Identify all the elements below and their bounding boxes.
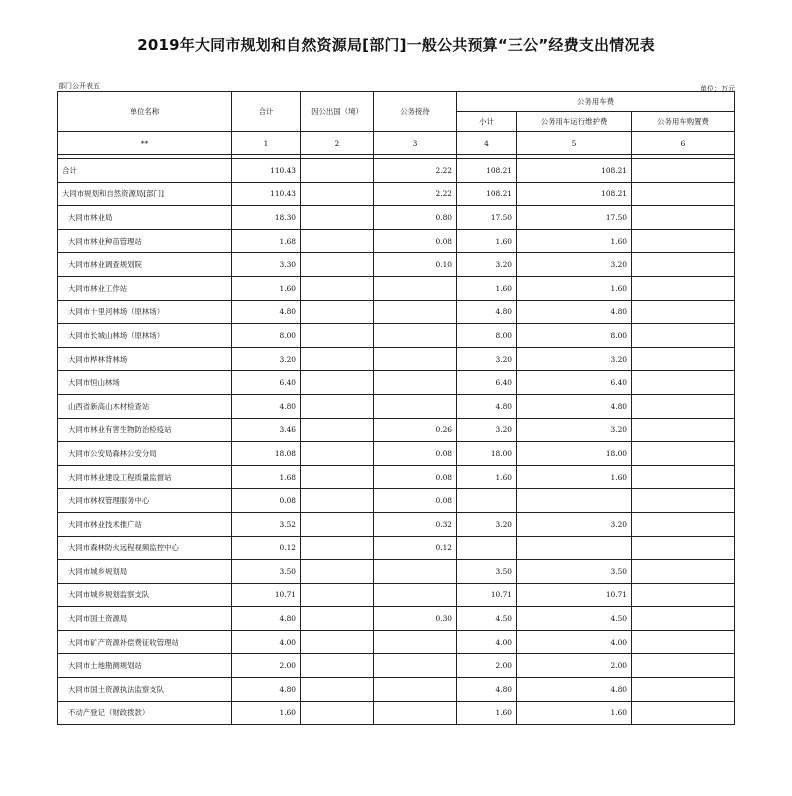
table-row <box>58 678 735 702</box>
unit-name-cell: 大同市十里河林场（原林场） <box>58 300 232 324</box>
unit-name-cell: 大同市公安局森林公安分局 <box>58 442 232 466</box>
reception-cell <box>374 300 457 324</box>
subtotal-cell: 18.00 <box>457 442 517 466</box>
vehicle-operation-cell: 10.71 <box>517 583 632 607</box>
subtotal-cell: 1.60 <box>457 229 517 253</box>
reception-cell <box>374 276 457 300</box>
index-cell: 3 <box>374 132 457 155</box>
table-row <box>58 394 735 418</box>
reception-cell <box>374 560 457 584</box>
table-row <box>58 159 735 183</box>
table-row <box>58 300 735 324</box>
abroad-cell <box>301 701 374 725</box>
vehicle-purchase-cell <box>632 182 735 206</box>
total-cell: 3.20 <box>232 347 301 371</box>
table-row <box>58 607 735 631</box>
table-row <box>58 253 735 277</box>
total-cell: 18.08 <box>232 442 301 466</box>
total-cell: 110.43 <box>232 159 301 183</box>
subtotal-cell: 10.71 <box>457 583 517 607</box>
subtotal-cell: 4.80 <box>457 394 517 418</box>
vehicle-operation-cell: 4.50 <box>517 607 632 631</box>
vehicle-operation-cell: 8.00 <box>517 324 632 348</box>
subtotal-cell: 4.80 <box>457 300 517 324</box>
vehicle-operation-cell: 4.80 <box>517 678 632 702</box>
subtotal-cell: 3.20 <box>457 418 517 442</box>
table-row <box>58 536 735 560</box>
subtotal-cell: 4.80 <box>457 678 517 702</box>
header-vehicle-purchase: 公务用车购置费 <box>632 112 735 132</box>
abroad-cell <box>301 253 374 277</box>
unit-name-cell: 大同市恒山林场 <box>58 371 232 395</box>
vehicle-purchase-cell <box>632 512 735 536</box>
abroad-cell <box>301 347 374 371</box>
reception-cell <box>374 394 457 418</box>
subtotal-cell: 108.21 <box>457 182 517 206</box>
abroad-cell <box>301 536 374 560</box>
table-row <box>58 512 735 536</box>
table-row <box>58 630 735 654</box>
vehicle-operation-cell: 6.40 <box>517 371 632 395</box>
expense-table <box>57 91 735 725</box>
subtotal-cell: 3.20 <box>457 347 517 371</box>
total-cell: 1.68 <box>232 465 301 489</box>
table-row <box>58 276 735 300</box>
vehicle-purchase-cell <box>632 536 735 560</box>
table-row <box>58 371 735 395</box>
unit-name-cell: 大同市林业工作站 <box>58 276 232 300</box>
abroad-cell <box>301 371 374 395</box>
reception-cell <box>374 678 457 702</box>
table-row <box>58 560 735 584</box>
index-cell: ** <box>58 132 232 155</box>
vehicle-operation-cell: 1.60 <box>517 701 632 725</box>
subtotal-cell: 3.20 <box>457 253 517 277</box>
total-cell: 0.12 <box>232 536 301 560</box>
vehicle-operation-cell <box>517 536 632 560</box>
vehicle-operation-cell: 1.60 <box>517 465 632 489</box>
abroad-cell <box>301 182 374 206</box>
total-cell: 3.30 <box>232 253 301 277</box>
vehicle-operation-cell: 4.00 <box>517 630 632 654</box>
vehicle-operation-cell: 3.50 <box>517 560 632 584</box>
table-row <box>58 583 735 607</box>
header-row-1 <box>58 92 735 112</box>
reception-cell: 0.08 <box>374 465 457 489</box>
reception-cell <box>374 371 457 395</box>
unit-name-cell: 大同市林业种苗管理站 <box>58 229 232 253</box>
vehicle-purchase-cell <box>632 583 735 607</box>
table-row <box>58 465 735 489</box>
unit-name-cell: 大同市国土资源执法监察支队 <box>58 678 232 702</box>
unit-name-cell: 大同市规划和自然资源局[部门] <box>58 182 232 206</box>
abroad-cell <box>301 560 374 584</box>
unit-name-cell: 大同市矿产资源补偿费征收管理站 <box>58 630 232 654</box>
total-cell: 110.43 <box>232 182 301 206</box>
abroad-cell <box>301 630 374 654</box>
vehicle-operation-cell <box>517 489 632 513</box>
abroad-cell <box>301 418 374 442</box>
header-vehicle-group: 公务用车费 <box>457 92 735 112</box>
page-title: 2019年大同市规划和自然资源局[部门]一般公共预算“三公”经费支出情况表 <box>137 36 655 54</box>
vehicle-operation-cell: 4.80 <box>517 394 632 418</box>
total-cell: 10.71 <box>232 583 301 607</box>
subtotal-cell: 1.60 <box>457 701 517 725</box>
index-cell: 6 <box>632 132 735 155</box>
table-row <box>58 701 735 725</box>
abroad-cell <box>301 465 374 489</box>
vehicle-operation-cell: 4.80 <box>517 300 632 324</box>
unit-name-cell: 大同市林业建设工程质量监督站 <box>58 465 232 489</box>
subtotal-cell: 108.21 <box>457 159 517 183</box>
table-row <box>58 324 735 348</box>
table-row <box>58 229 735 253</box>
total-cell: 4.80 <box>232 678 301 702</box>
reception-cell: 0.32 <box>374 512 457 536</box>
reception-cell: 0.26 <box>374 418 457 442</box>
vehicle-purchase-cell <box>632 701 735 725</box>
abroad-cell <box>301 654 374 678</box>
total-cell: 3.50 <box>232 560 301 584</box>
table-row <box>58 206 735 230</box>
abroad-cell <box>301 300 374 324</box>
vehicle-purchase-cell <box>632 607 735 631</box>
unit-name-cell: 大同市桦林背林场 <box>58 347 232 371</box>
header-vehicle-operation: 公务用车运行维护费 <box>517 112 632 132</box>
reception-cell: 0.08 <box>374 489 457 513</box>
unit-name-cell: 大同市城乡规划监察支队 <box>58 583 232 607</box>
vehicle-purchase-cell <box>632 229 735 253</box>
index-cell: 2 <box>301 132 374 155</box>
abroad-cell <box>301 678 374 702</box>
vehicle-operation-cell: 2.00 <box>517 654 632 678</box>
index-row <box>58 132 735 155</box>
reception-cell <box>374 583 457 607</box>
subtotal-cell: 8.00 <box>457 324 517 348</box>
subtotal-cell: 3.50 <box>457 560 517 584</box>
reception-cell: 0.80 <box>374 206 457 230</box>
total-cell: 4.80 <box>232 607 301 631</box>
abroad-cell <box>301 394 374 418</box>
abroad-cell <box>301 489 374 513</box>
subtotal-cell <box>457 536 517 560</box>
total-cell: 6.40 <box>232 371 301 395</box>
abroad-cell <box>301 583 374 607</box>
unit-name-cell: 大同市土地勘测规划站 <box>58 654 232 678</box>
vehicle-operation-cell: 1.60 <box>517 229 632 253</box>
header-abroad: 因公出国（境） <box>301 92 374 132</box>
index-cell: 4 <box>457 132 517 155</box>
unit-name-cell: 大同市林业技术推广站 <box>58 512 232 536</box>
table-row <box>58 347 735 371</box>
header-unit-name: 单位名称 <box>58 92 232 132</box>
reception-cell: 0.12 <box>374 536 457 560</box>
reception-cell: 0.30 <box>374 607 457 631</box>
unit-name-cell: 大同市长城山林场（原林场） <box>58 324 232 348</box>
vehicle-purchase-cell <box>632 394 735 418</box>
subtotal-cell: 1.60 <box>457 276 517 300</box>
unit-name-cell: 山西省新高山木材检查站 <box>58 394 232 418</box>
reception-cell: 0.08 <box>374 442 457 466</box>
vehicle-purchase-cell <box>632 418 735 442</box>
vehicle-operation-cell: 18.00 <box>517 442 632 466</box>
table-row <box>58 418 735 442</box>
vehicle-operation-cell: 3.20 <box>517 418 632 442</box>
total-cell: 0.08 <box>232 489 301 513</box>
abroad-cell <box>301 324 374 348</box>
reception-cell <box>374 654 457 678</box>
header-reception: 公务接待 <box>374 92 457 132</box>
vehicle-purchase-cell <box>632 654 735 678</box>
unit-name-cell: 大同市森林防火远程视频监控中心 <box>58 536 232 560</box>
total-cell: 1.60 <box>232 701 301 725</box>
unit-name-cell: 大同市国土资源局 <box>58 607 232 631</box>
table-row <box>58 182 735 206</box>
total-cell: 3.46 <box>232 418 301 442</box>
unit-name-cell: 不动产登记（财政拨款） <box>58 701 232 725</box>
table-row <box>58 654 735 678</box>
vehicle-purchase-cell <box>632 159 735 183</box>
unit-name-cell: 大同市林权管理服务中心 <box>58 489 232 513</box>
abroad-cell <box>301 442 374 466</box>
reception-cell <box>374 630 457 654</box>
vehicle-purchase-cell <box>632 489 735 513</box>
unit-name-cell: 大同市林业有害生物防治检疫站 <box>58 418 232 442</box>
total-cell: 1.68 <box>232 229 301 253</box>
table-row <box>58 489 735 513</box>
subtotal-cell: 3.20 <box>457 512 517 536</box>
subtotal-cell: 1.60 <box>457 465 517 489</box>
reception-cell: 2.22 <box>374 159 457 183</box>
subtotal-cell: 6.40 <box>457 371 517 395</box>
total-cell: 3.52 <box>232 512 301 536</box>
reception-cell <box>374 347 457 371</box>
vehicle-purchase-cell <box>632 253 735 277</box>
total-cell: 4.00 <box>232 630 301 654</box>
subtotal-cell: 4.50 <box>457 607 517 631</box>
table-body <box>58 159 735 725</box>
total-cell: 2.00 <box>232 654 301 678</box>
vehicle-operation-cell: 3.20 <box>517 512 632 536</box>
total-cell: 4.80 <box>232 300 301 324</box>
vehicle-operation-cell: 3.20 <box>517 253 632 277</box>
vehicle-operation-cell: 108.21 <box>517 182 632 206</box>
header-subtotal: 小计 <box>457 112 517 132</box>
reception-cell <box>374 324 457 348</box>
total-cell: 18.30 <box>232 206 301 230</box>
unit-name-cell: 大同市城乡规划局 <box>58 560 232 584</box>
vehicle-operation-cell: 3.20 <box>517 347 632 371</box>
reception-cell: 0.10 <box>374 253 457 277</box>
abroad-cell <box>301 159 374 183</box>
vehicle-purchase-cell <box>632 442 735 466</box>
vehicle-purchase-cell <box>632 206 735 230</box>
subtotal-cell: 4.00 <box>457 630 517 654</box>
abroad-cell <box>301 276 374 300</box>
vehicle-operation-cell: 1.60 <box>517 276 632 300</box>
subtotal-cell: 2.00 <box>457 654 517 678</box>
vehicle-purchase-cell <box>632 300 735 324</box>
vehicle-purchase-cell <box>632 276 735 300</box>
table-row <box>58 442 735 466</box>
abroad-cell <box>301 607 374 631</box>
vehicle-purchase-cell <box>632 324 735 348</box>
vehicle-purchase-cell <box>632 560 735 584</box>
vehicle-purchase-cell <box>632 371 735 395</box>
total-cell: 8.00 <box>232 324 301 348</box>
vehicle-purchase-cell <box>632 630 735 654</box>
subtotal-cell <box>457 489 517 513</box>
abroad-cell <box>301 229 374 253</box>
unit-label: 单位：万元 <box>700 85 735 93</box>
abroad-cell <box>301 512 374 536</box>
unit-name-cell: 大同市林业调查规划院 <box>58 253 232 277</box>
form-id: 部门公开表五 <box>58 82 100 90</box>
total-cell: 4.80 <box>232 394 301 418</box>
reception-cell: 2.22 <box>374 182 457 206</box>
total-cell: 1.60 <box>232 276 301 300</box>
abroad-cell <box>301 206 374 230</box>
vehicle-operation-cell: 108.21 <box>517 159 632 183</box>
reception-cell <box>374 701 457 725</box>
vehicle-purchase-cell <box>632 678 735 702</box>
reception-cell: 0.08 <box>374 229 457 253</box>
unit-name-cell: 合计 <box>58 159 232 183</box>
vehicle-purchase-cell <box>632 347 735 371</box>
vehicle-operation-cell: 17.50 <box>517 206 632 230</box>
header-total: 合计 <box>232 92 301 132</box>
subtotal-cell: 17.50 <box>457 206 517 230</box>
index-cell: 5 <box>517 132 632 155</box>
index-cell: 1 <box>232 132 301 155</box>
unit-name-cell: 大同市林业局 <box>58 206 232 230</box>
vehicle-purchase-cell <box>632 465 735 489</box>
